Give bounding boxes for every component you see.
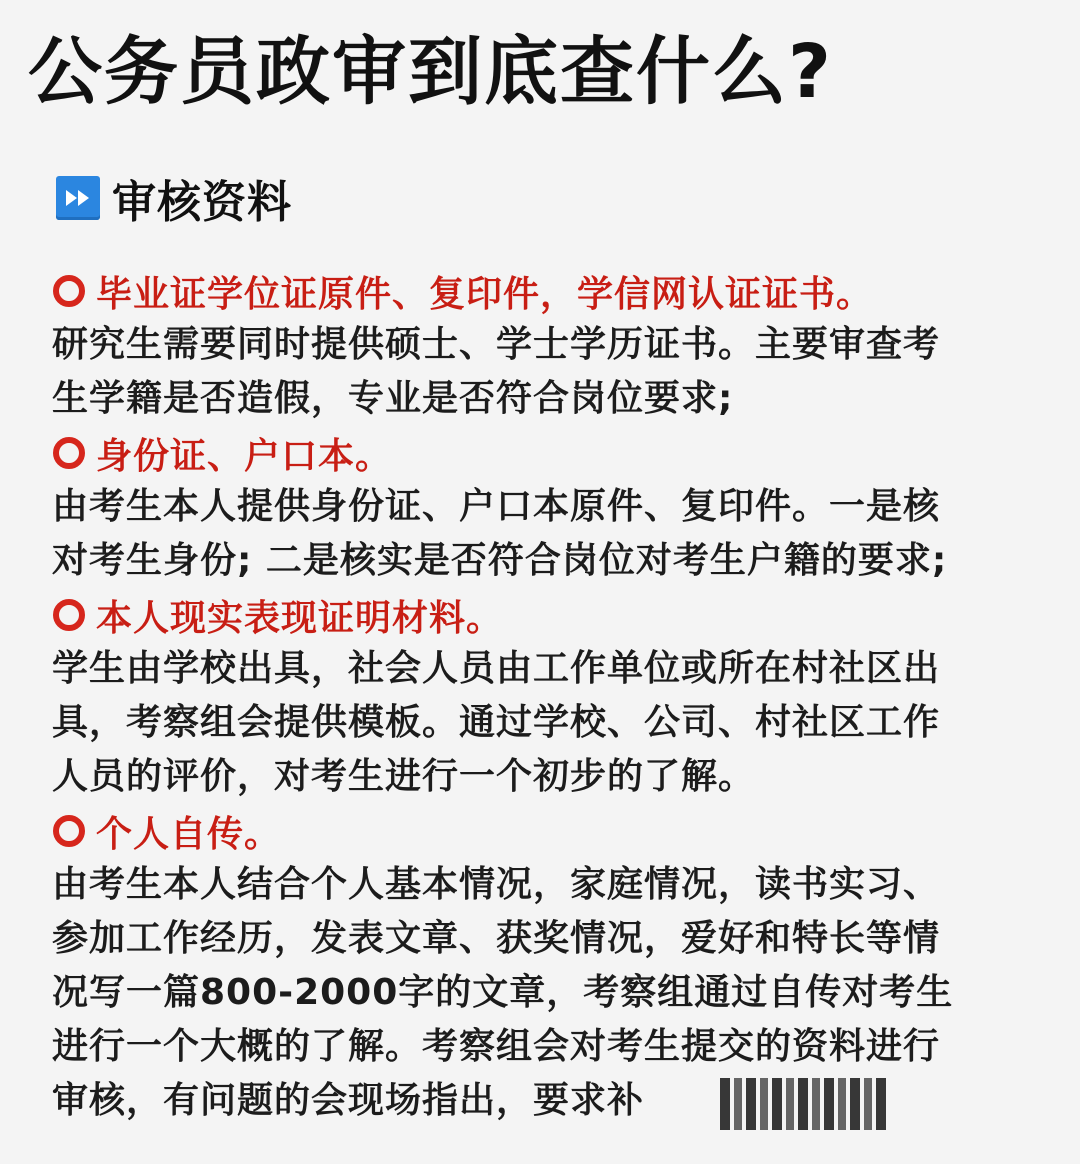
body-line: 人员的评价，对考生进行一个初步的了解。: [52, 756, 756, 797]
redaction-mark: [720, 1078, 890, 1130]
item-body: [52, 480, 1032, 588]
section-label: 审核资料: [112, 177, 292, 228]
red-ring-icon: [52, 598, 86, 632]
body-line: 由考生本人提供身份证、户口本原件、复印件。一是核: [52, 486, 941, 527]
body-line: 生学籍是否造假，专业是否符合岗位要求;: [52, 378, 734, 419]
content-list: [52, 264, 1032, 1128]
body-line: 进行一个大概的了解。考察组会对考生提交的资料进行: [52, 1026, 941, 1067]
item-heading-text: 个人自传。: [96, 813, 282, 855]
body-line: 参加工作经历，发表文章、获奖情况，爱好和特长等情: [52, 918, 941, 959]
page-title: 公务员政审到底查什么?: [28, 29, 833, 115]
fast-forward-icon: [56, 176, 100, 220]
item-heading: [52, 804, 1032, 858]
red-ring-icon: [52, 814, 86, 848]
body-line: 由考生本人结合个人基本情况，家庭情况，读书实习、: [52, 864, 941, 905]
item-heading: [52, 588, 1032, 642]
item-heading-text: 本人现实表现证明材料。: [96, 597, 504, 639]
item-body: [52, 642, 1032, 804]
red-ring-icon: [52, 436, 86, 470]
list-item: [52, 426, 1032, 588]
item-heading-text: 身份证、户口本。: [96, 435, 393, 477]
body-line: 审核，有问题的会现场指出，要求补: [52, 1080, 645, 1121]
item-heading: [52, 426, 1032, 480]
body-line: 学生由学校出具，社会人员由工作单位或所在村社区出: [52, 648, 941, 689]
body-line: 具，考察组会提供模板。通过学校、公司、村社区工作: [52, 702, 941, 743]
list-item: [52, 588, 1032, 804]
body-line: 况写一篇800-2000字的文章，考察组通过自传对考生: [52, 972, 954, 1013]
section-heading: [56, 166, 292, 230]
item-heading-text: 毕业证学位证原件、复印件，学信网认证证书。: [96, 273, 874, 315]
list-item: [52, 264, 1032, 426]
body-line: 研究生需要同时提供硕士、学士学历证书。主要审查考: [52, 324, 941, 365]
red-ring-icon: [52, 274, 86, 308]
item-heading: [52, 264, 1032, 318]
item-body: [52, 318, 1032, 426]
body-line: 对考生身份; 二是核实是否符合岗位对考生户籍的要求;: [52, 540, 948, 581]
